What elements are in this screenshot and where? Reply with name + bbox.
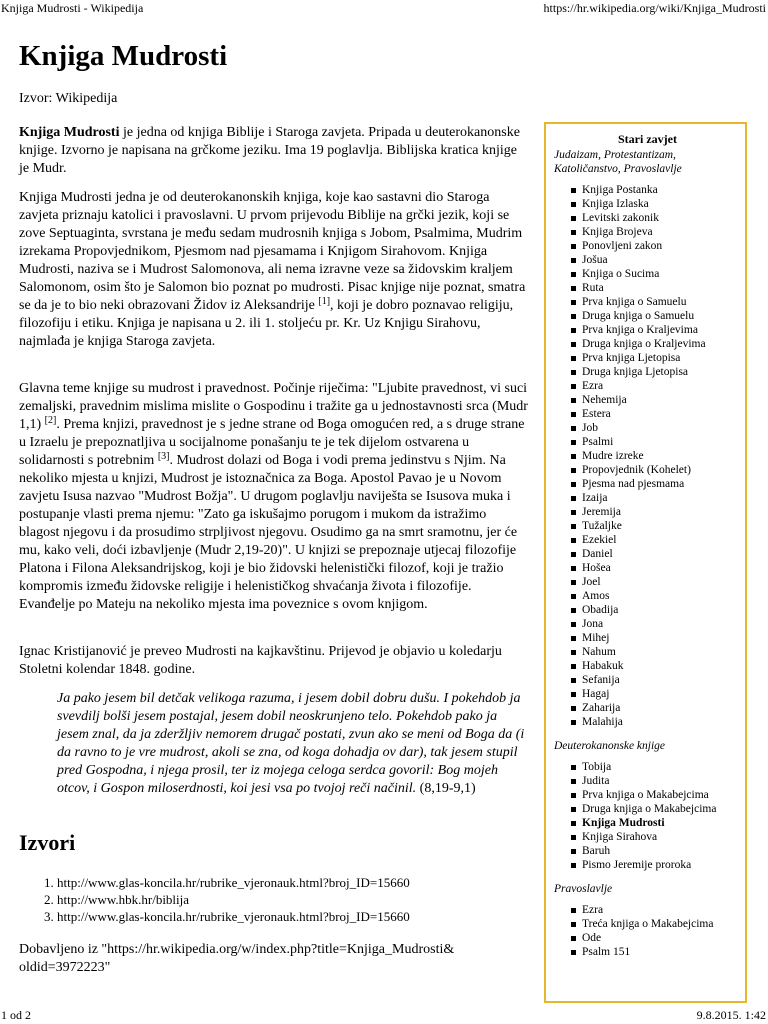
navbox-book-link[interactable]: Ponovljeni zakon: [582, 239, 741, 253]
navbox-book-link[interactable]: Druga knjiga o Samuelu: [582, 309, 741, 323]
navbox-book-link: Knjiga Mudrosti: [582, 816, 741, 830]
print-footer-datetime: 9.8.2015. 1:42: [696, 1008, 766, 1022]
navbox-book-link[interactable]: Mudre izreke: [582, 449, 741, 463]
navbox-book-link[interactable]: Prva knjiga o Makabejcima: [582, 788, 741, 802]
navbox-book-link[interactable]: Psalm 151: [582, 945, 741, 959]
history-paragraph: [19, 189, 529, 351]
navbox-book-link[interactable]: Ruta: [582, 281, 741, 295]
history-text-b: , koji je dobro poznavao religiju, filozofiju i etiku. Knjiga je napisana u 2. ili 1. stoljeću pr. Kr. Uz Knjigu Sirahovu, najmlađa je knjiga Staroga zavjeta.: [19, 298, 514, 349]
quote-reference: (8,19-9,1): [416, 781, 476, 796]
navbox-book-link[interactable]: Jošua: [582, 253, 741, 267]
navbox-subtitle: Judaizam, Protestantizam, Katoličanstvo, Pravoslavlje: [554, 149, 682, 175]
navbox-book-link[interactable]: Izaija: [582, 491, 741, 505]
navbox-book-link[interactable]: Levitski zakonik: [582, 211, 741, 225]
navbox-book-link[interactable]: Pjesma nad pjesmama: [582, 477, 741, 491]
reference-item[interactable]: 3. http://www.glas-koncila.hr/rubrike_vjeronauk.html?broj_ID=15660: [57, 908, 537, 925]
intro-bold-title: Knjiga Mudrosti: [19, 125, 120, 140]
navbox-book-link[interactable]: Zaharija: [582, 701, 741, 715]
reference-link-3[interactable]: [3]: [157, 451, 170, 462]
navbox-book-link[interactable]: Knjiga Brojeva: [582, 225, 741, 239]
navbox-book-link[interactable]: Nehemija: [582, 393, 741, 407]
references-list: [19, 874, 537, 925]
reference-item[interactable]: 1. http://www.glas-koncila.hr/rubrike_vjeronauk.html?broj_ID=15660: [57, 874, 537, 891]
themes-text-b: . Prema knjizi, pravednost je s jedne strane od Boga omogućen red, a s druge strane u Izraelu je prepoznatljiva u socijalnome ponašanju te je tek dijelom ostvarena u solidarnosti s potrebnim: [19, 417, 525, 468]
navbox-book-link[interactable]: Prva knjiga o Samuelu: [582, 295, 741, 309]
navbox-book-link[interactable]: Sefanija: [582, 673, 741, 687]
deuterocanonical-list: [554, 760, 741, 872]
navbox-book-link[interactable]: Malahija: [582, 715, 741, 729]
navbox-book-link[interactable]: Baruh: [582, 844, 741, 858]
orthodox-list: [554, 903, 741, 959]
source-note: Izvor: Wikipedija: [19, 91, 118, 106]
reference-item[interactable]: 2. http://www.hbk.hr/biblija: [57, 891, 537, 908]
kajkavian-quote: [57, 690, 525, 798]
navbox-book-link[interactable]: Obadija: [582, 603, 741, 617]
navbox-book-link[interactable]: Druga knjiga Ljetopisa: [582, 365, 741, 379]
print-footer-page: 1 od 2: [1, 1008, 31, 1022]
navbox-title[interactable]: Stari zavjet: [618, 132, 677, 146]
navbox-book-link[interactable]: Tužaljke: [582, 519, 741, 533]
navbox-book-link[interactable]: Estera: [582, 407, 741, 421]
translation-paragraph: Ignac Kristijanović je preveo Mudrosti na kajkavštinu. Prijevod je objavio u koledarju Stoletni kolendar 1848. godine.: [19, 644, 502, 677]
print-header-url: https://hr.wikipedia.org/wiki/Knjiga_Mudrosti: [543, 1, 766, 15]
navbox-book-link[interactable]: Knjiga Postanka: [582, 183, 741, 197]
navbox-book-link[interactable]: Druga knjiga o Makabejcima: [582, 802, 741, 816]
themes-text-c: . Mudrost dolazi od Boga i vodi prema jedinstvu s Njim. Na nekoliko mjesta u knjizi, Mudrost je istoznačnica za Boga. Apostol Pavao je u Novom zavjetu Isusa nazvao "Mudrost Božja". U drugom poglavlju naviješta se Isusova muka i postupanje vlasti prema njemu: "Zato ga iskušajmo porugom i mukom da istražimo blagost njegovu i da prosudimo strpljivost njegovu. Osudimo ga na smrt sramotnu, jer će mu, kako veli, doći izbavljenje (Mudr 2,19-20)". U knjizi se prepoznaje utjecaj filozofije Platona i Filona Aleksandrijskog, koji je bio židovski helenistički filozof, koji je tražio kompromis između židovske religije i helenističkog shvaćanja života i filozofije. Evanđelje po Mateju na nekoliko mjesta ima poveznice s ovom knjigom.: [19, 453, 518, 612]
navbox-book-link[interactable]: Ode: [582, 931, 741, 945]
navbox-book-link[interactable]: Treća knjiga o Makabejcima: [582, 917, 741, 931]
navbox-book-link[interactable]: Daniel: [582, 547, 741, 561]
history-text-a: Knjiga Mudrosti jedna je od deuterokanonskih knjiga, koje kao sastavni dio Staroga zavjeta priznaju katolici i pravoslavni. U prvom prijevodu Biblije na grčki jezik, koji se zove Septuaginta, svrstana je među sedam mudrosnih knjiga s Jobom, Psalmima, Mudrim izrekama Propovjednikom, Pjesmom nad pjesamama i Knjigom Sirahovom. Knjiga Mudrosti, naziva se i Mudrost Salomonova, ali nema izravne veze sa židovskim kraljem Salomonom, osim što je Salomon bio poznat po mudrosti. Pisac knjige nije poznat, smatra se da je to bio neki obrazovani Židov iz Aleksandrije: [19, 190, 526, 313]
navbox-book-link[interactable]: Prva knjiga o Kraljevima: [582, 323, 741, 337]
deuterocanonical-heading: Deuterokanonske knjige: [554, 740, 666, 752]
navbox-book-link[interactable]: Habakuk: [582, 659, 741, 673]
navbox-book-link[interactable]: Knjiga o Sucima: [582, 267, 741, 281]
navbox-book-link[interactable]: Knjiga Sirahova: [582, 830, 741, 844]
themes-paragraph: [19, 380, 529, 614]
navbox-book-link[interactable]: Mihej: [582, 631, 741, 645]
navbox-book-link[interactable]: Ezekiel: [582, 533, 741, 547]
books-list: [554, 183, 741, 729]
navbox-book-link[interactable]: Knjiga Izlaska: [582, 197, 741, 211]
navbox-book-link[interactable]: Pismo Jeremije proroka: [582, 858, 741, 872]
orthodox-heading: Pravoslavlje: [554, 883, 613, 895]
reference-link-1[interactable]: [1]: [318, 296, 331, 307]
navbox-book-link[interactable]: Druga knjiga o Kraljevima: [582, 337, 741, 351]
navbox-book-link[interactable]: Jeremija: [582, 505, 741, 519]
reference-link-2[interactable]: [2]: [44, 415, 57, 426]
print-header-title: Knjiga Mudrosti - Wikipedija: [1, 1, 144, 15]
navbox-book-link[interactable]: Ezra: [582, 903, 741, 917]
quote-text: Ja pako jesem bil detčak velikoga razuma, i jesem dobil dobru dušu. I pokehdob ja svevdilj bolši jesem postajal, jesem dobil neoskrunjeno telo. Pokehdob pako ja jesem znal, da ja zderžljiv nemorem drugač postati, zvun ako se meni od Boga da (i da ravno to je vre mudrost, akoli se zna, od koga dohadja ov dar), tak jesem stupil pred Gospodna, i njega prosil, ter iz mojega celoga serdca govoril: Bog mojeh otcov, i Gospon miloserdnosti, koi jesi vsa po tvojoj reči načinil.: [57, 691, 525, 796]
navbox-book-link[interactable]: Psalmi: [582, 435, 741, 449]
references-heading: Izvori: [19, 830, 76, 855]
navbox-book-link[interactable]: Jona: [582, 617, 741, 631]
navbox-book-link[interactable]: Tobija: [582, 760, 741, 774]
retrieved-from: Dobavljeno iz "https://hr.wikipedia.org/w/index.php?title=Knjiga_Mudrosti& oldid=3972223": [19, 942, 455, 975]
intro-paragraph: [19, 124, 529, 178]
navbox-book-link[interactable]: Judita: [582, 774, 741, 788]
navbox-book-link[interactable]: Propovjednik (Kohelet): [582, 463, 741, 477]
intro-text: je jedna od knjiga Biblije i Staroga zavjeta. Pripada u deuterokanonske knjige. Izvorno je napisana na grčkome jeziku. Ima 19 poglavlja. Biblijska kratica knjige je Mudr.: [19, 125, 520, 176]
navbox-book-link[interactable]: Amos: [582, 589, 741, 603]
navbox-book-link[interactable]: Nahum: [582, 645, 741, 659]
navbox-book-link[interactable]: Prva knjiga Ljetopisa: [582, 351, 741, 365]
page-title: Knjiga Mudrosti: [19, 40, 228, 72]
navbox-book-link[interactable]: Job: [582, 421, 741, 435]
navbox-book-link[interactable]: Hošea: [582, 561, 741, 575]
navbox-book-link[interactable]: Ezra: [582, 379, 741, 393]
navbox-book-link[interactable]: Hagaj: [582, 687, 741, 701]
themes-text-a: Glavna teme knjige su mudrost i pravednost. Počinje riječima: "Ljubite pravednost, vi suci zemaljski, pravednim mislima mislite o Gospodinu i tražite ga u jednostavnosti srca (Mudr 1,1): [19, 381, 528, 432]
navbox-book-link[interactable]: Joel: [582, 575, 741, 589]
old-testament-navbox: [544, 122, 747, 1003]
